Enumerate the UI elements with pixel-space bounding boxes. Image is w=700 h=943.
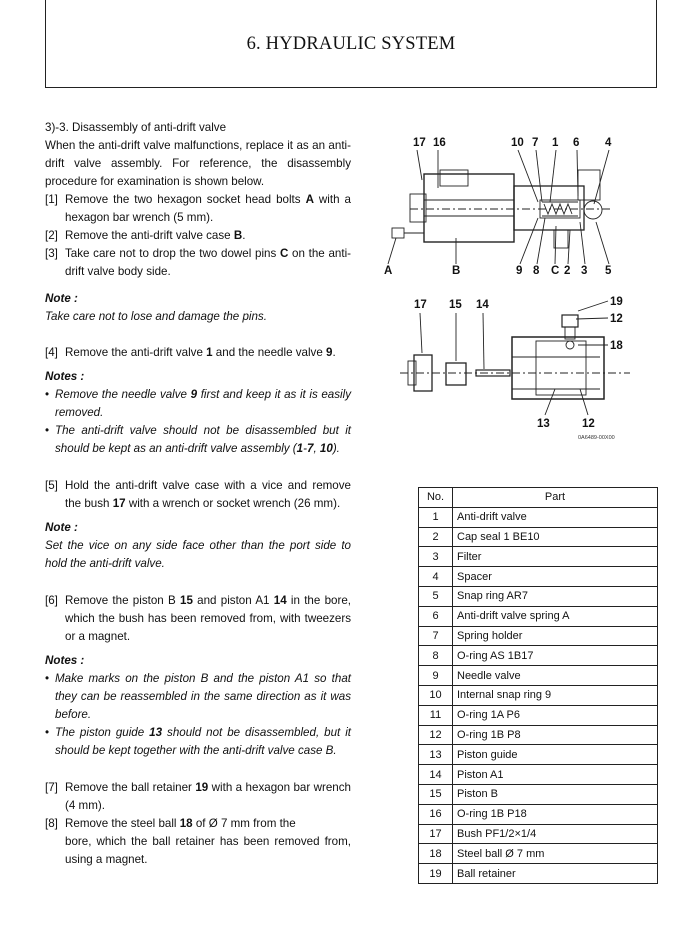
step-5 xyxy=(45,477,351,513)
table-row xyxy=(419,804,658,824)
step-number: [3] xyxy=(45,247,58,260)
callout-label: 14 xyxy=(476,299,489,311)
cell-part: O-ring 1A P6 xyxy=(453,705,658,725)
cell-no: 17 xyxy=(419,824,453,844)
step-7 xyxy=(45,779,351,815)
table-row xyxy=(419,725,658,745)
table-row xyxy=(419,784,658,804)
note-text: ). xyxy=(332,442,340,455)
cell-no: 2 xyxy=(419,527,453,547)
note-text: The anti-drift valve should not be disassembled but it should be kept as an anti-drift valve assembly ( xyxy=(55,424,351,455)
step-text: Remove the piston B xyxy=(65,594,180,607)
step-text: with a hexagon bar wrench (4 mm). xyxy=(65,781,352,812)
part-ref: 10 xyxy=(319,442,333,455)
part-ref: 7 xyxy=(307,442,314,455)
callout-label: 15 xyxy=(449,299,462,311)
step-text: bore, which the ball retainer has been removed from, using a magnet. xyxy=(65,835,351,866)
callout-label: 8 xyxy=(533,265,540,277)
table-row xyxy=(419,765,658,785)
callout-label: 16 xyxy=(433,137,446,149)
callout-label: 12 xyxy=(582,418,595,430)
part-ref: 19 xyxy=(195,781,209,794)
cell-part: Piston B xyxy=(453,784,658,804)
callout-label: 5 xyxy=(605,265,612,277)
step-text: Remove the anti-drift valve case xyxy=(65,229,234,242)
cell-no: 15 xyxy=(419,784,453,804)
step-8 xyxy=(45,815,351,869)
step-text: . xyxy=(332,346,336,359)
table-row xyxy=(419,547,658,567)
callout-label: 18 xyxy=(610,340,623,352)
callout-label: 17 xyxy=(414,299,427,311)
step-6 xyxy=(45,592,351,646)
callout-label: 19 xyxy=(610,296,623,308)
step-text: Remove the anti-drift valve xyxy=(65,346,207,359)
part-ref: A xyxy=(305,193,314,206)
cell-no: 6 xyxy=(419,606,453,626)
cell-part: O-ring 1B P8 xyxy=(453,725,658,745)
cell-part: Piston guide xyxy=(453,745,658,765)
cell-no: 7 xyxy=(419,626,453,646)
note-text: should not be disassembled, but it should be kept together with the anti-drift valve case B. xyxy=(55,726,351,757)
cell-no: 12 xyxy=(419,725,453,745)
cell-part: Steel ball Ø 7 mm xyxy=(453,844,658,864)
table-row xyxy=(419,646,658,666)
note-bullet: • The anti-drift valve should not be disassembled but it should be kept as an anti-drift valve assembly (1-7, 10). xyxy=(45,424,351,455)
cell-no: 4 xyxy=(419,567,453,587)
notes-heading: Notes : xyxy=(45,370,85,383)
table-row xyxy=(419,586,658,606)
valve-assembly-figure xyxy=(380,130,620,280)
table-row xyxy=(419,824,658,844)
cell-part: O-ring AS 1B17 xyxy=(453,646,658,666)
step-number: [5] xyxy=(45,479,58,492)
cell-no: 10 xyxy=(419,685,453,705)
part-ref: 15 xyxy=(180,594,193,607)
cell-part: Bush PF1/2×1/4 xyxy=(453,824,658,844)
callout-label: 17 xyxy=(413,137,426,149)
parts-table xyxy=(418,487,658,884)
step-3 xyxy=(45,245,351,281)
callout-label: 13 xyxy=(537,418,550,430)
cell-no: 13 xyxy=(419,745,453,765)
cell-no: 3 xyxy=(419,547,453,567)
callout-label: 6 xyxy=(573,137,580,149)
callout-label: 10 xyxy=(511,137,524,149)
step-text: Remove the ball retainer xyxy=(65,781,196,794)
table-row xyxy=(419,745,658,765)
cell-no: 8 xyxy=(419,646,453,666)
step-number: [2] xyxy=(45,229,58,242)
table-row xyxy=(419,527,658,547)
step-number: [4] xyxy=(45,346,58,359)
part-ref: 1 xyxy=(296,442,304,455)
table-row xyxy=(419,626,658,646)
callout-label: 3 xyxy=(581,265,588,277)
step-text: Take care not to drop the two dowel pins xyxy=(65,247,280,260)
step-text: Remove the two hexagon socket head bolts xyxy=(65,193,306,206)
callout-label: C xyxy=(551,265,560,277)
step-text: in the bore, which the bush has been removed from, with tweezers or a magnet. xyxy=(65,594,352,643)
part-ref: 9 xyxy=(326,346,333,359)
column-header-part: Part xyxy=(453,488,658,508)
step-2 xyxy=(45,227,351,245)
step-text: and piston A1 xyxy=(192,594,274,607)
callout-label: B xyxy=(452,265,461,277)
table-header-row xyxy=(419,488,658,508)
cell-no: 1 xyxy=(419,507,453,527)
note-text: The piston guide xyxy=(55,726,150,739)
cell-part: Filter xyxy=(453,547,658,567)
note-text: first and keep it as it is easily removed. xyxy=(55,388,351,419)
table-row xyxy=(419,844,658,864)
cell-part: Cap seal 1 BE10 xyxy=(453,527,658,547)
part-ref: 13 xyxy=(149,726,163,739)
cell-part: Needle valve xyxy=(453,666,658,686)
note-text: Set the vice on any side face other than the port side to hold the anti-drift valve. xyxy=(45,539,351,570)
step-1 xyxy=(45,191,351,227)
step-text: with a wrench or socket wrench (26 mm). xyxy=(125,497,341,510)
figure-code: 0A6489-00X00 xyxy=(578,435,615,441)
cell-part: Spring holder xyxy=(453,626,658,646)
cell-part: Snap ring AR7 xyxy=(453,586,658,606)
cell-part: Ball retainer xyxy=(453,864,658,884)
step-number: [6] xyxy=(45,594,58,607)
table-row xyxy=(419,567,658,587)
note-bullet: • Make marks on the piston B and the piston A1 so that they can be reassembled in the same direction as it was before. xyxy=(45,670,351,724)
page-title: 6. HYDRAULIC SYSTEM xyxy=(246,34,456,54)
step-text: and the needle valve xyxy=(212,346,327,359)
part-ref: C xyxy=(279,247,289,260)
cell-no: 14 xyxy=(419,765,453,785)
callout-label: A xyxy=(384,265,393,277)
cell-part: Spacer xyxy=(453,567,658,587)
cell-part: O-ring 1B P18 xyxy=(453,804,658,824)
part-ref: 1 xyxy=(206,346,213,359)
piston-assembly-figure xyxy=(400,293,660,445)
note-text: Make marks on the piston B and the piston A1 so that they can be reassembled in the same direction as it was before. xyxy=(55,672,351,721)
cell-part: Internal snap ring 9 xyxy=(453,685,658,705)
note-text: , xyxy=(313,442,320,455)
step-text: with a hexagon bar wrench (5 mm). xyxy=(65,193,351,224)
cell-no: 18 xyxy=(419,844,453,864)
header-box xyxy=(45,0,657,88)
cell-no: 5 xyxy=(419,586,453,606)
step-4 xyxy=(45,344,351,362)
table-row xyxy=(419,864,658,884)
step-text: Remove the steel ball xyxy=(65,817,180,830)
step-number: [1] xyxy=(45,193,58,206)
callout-label: 1 xyxy=(552,137,559,149)
callout-label: 4 xyxy=(605,137,612,149)
step-text: of Ø 7 mm from the xyxy=(192,817,296,830)
table-row xyxy=(419,507,658,527)
note-heading: Note : xyxy=(45,521,78,534)
column-header-no: No. xyxy=(419,488,453,508)
callout-label: 9 xyxy=(516,265,523,277)
procedure-text xyxy=(45,119,351,869)
cell-no: 19 xyxy=(419,864,453,884)
note-bullet: • Remove the needle valve 9 first and keep it as it is easily removed. xyxy=(45,388,351,419)
section-title: 3)-3. Disassembly of anti-drift valve xyxy=(45,121,227,134)
callout-label: 12 xyxy=(610,313,623,325)
note-heading: Note : xyxy=(45,292,78,305)
table-row xyxy=(419,606,658,626)
step-number: [7] xyxy=(45,781,58,794)
step-text: on the anti-drift valve body side. xyxy=(65,247,351,278)
notes-heading: Notes : xyxy=(45,654,85,667)
part-ref: B xyxy=(233,229,243,242)
part-ref: 14 xyxy=(273,594,287,607)
cell-part: Piston A1 xyxy=(453,765,658,785)
part-ref: 17 xyxy=(112,497,126,510)
table-row xyxy=(419,685,658,705)
step-text: . xyxy=(242,229,246,242)
table-row xyxy=(419,705,658,725)
part-ref: 18 xyxy=(179,817,193,830)
callout-label: 2 xyxy=(564,265,571,277)
step-text: Hold the anti-drift valve case with a vice and remove the bush xyxy=(65,479,351,510)
callout-label: 7 xyxy=(532,137,539,149)
cell-no: 11 xyxy=(419,705,453,725)
cell-no: 16 xyxy=(419,804,453,824)
table-row xyxy=(419,666,658,686)
cell-part: Anti-drift valve xyxy=(453,507,658,527)
note-text: Take care not to lose and damage the pins. xyxy=(45,310,267,323)
part-ref: 9 xyxy=(190,388,198,401)
cell-no: 9 xyxy=(419,666,453,686)
note-text: - xyxy=(303,442,307,455)
note-bullet: • The piston guide 13 should not be disassembled, but it should be kept together with the anti-drift valve case B. xyxy=(45,726,351,757)
cell-part: Anti-drift valve spring A xyxy=(453,606,658,626)
step-number: [8] xyxy=(45,817,58,830)
note-text: Remove the needle valve xyxy=(55,388,191,401)
intro-paragraph: When the anti-drift valve malfunctions, replace it as an anti-drift valve assembly. For reference, the disassembly procedure for examination is shown below. xyxy=(45,139,351,188)
